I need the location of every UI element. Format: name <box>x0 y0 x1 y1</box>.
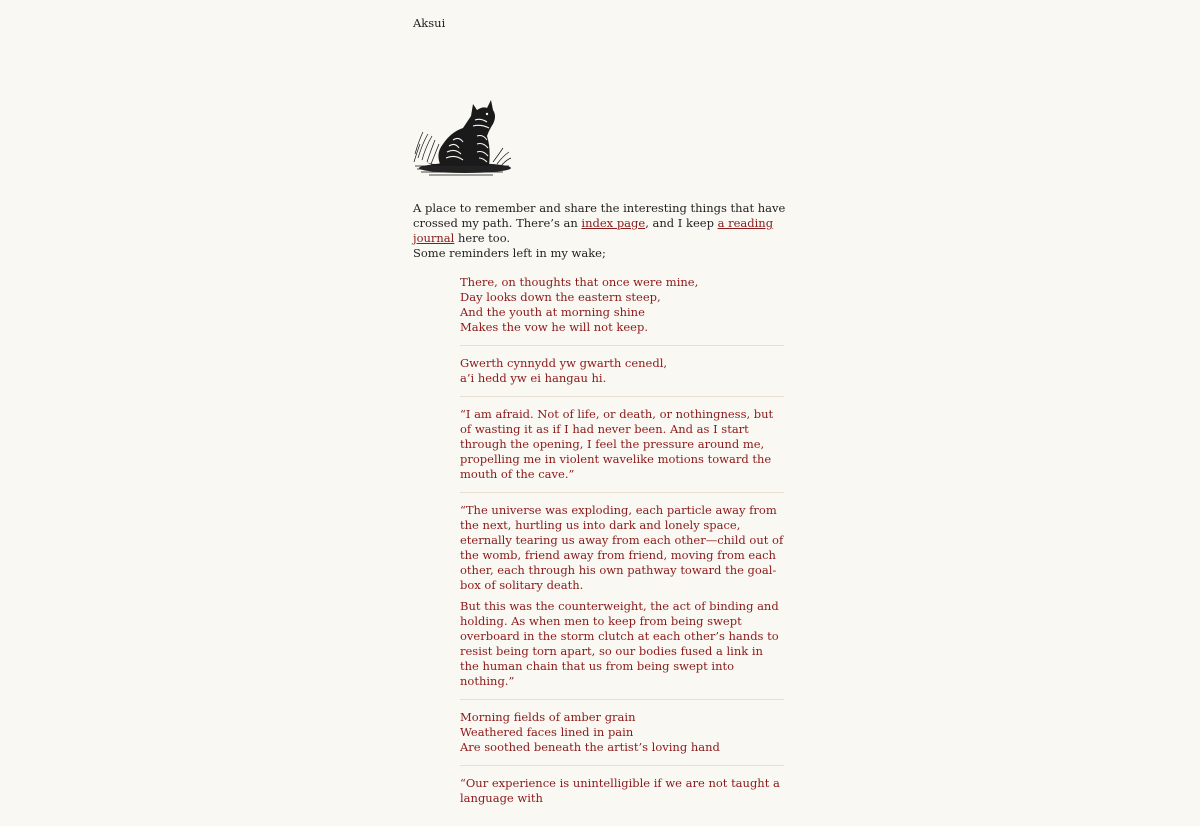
intro-text-between: , and I keep <box>645 216 718 230</box>
quote-line: Are soothed beneath the artist’s loving hand <box>460 740 720 754</box>
site-title-link[interactable]: Aksui <box>413 16 446 30</box>
quote-line: Gwerth cynnydd yw gwarth cenedl, <box>460 356 668 370</box>
intro-paragraph <box>413 201 793 246</box>
intro-text-before: A place to remember and share the interesting things that have crossed my path. There’s an <box>413 201 786 230</box>
quote-line: a’i hedd yw ei hangau hi. <box>460 371 607 385</box>
quote-paragraph: But this was the counterweight, the act of binding and holding. As when men to keep from being swept overboard in the storm clutch at each other’s hands to resist being torn apart, so our bodies fused a link in the human chain that us from being swept into nothing.” <box>460 599 779 688</box>
quote-item <box>460 356 784 397</box>
quote-line: And the youth at morning shine <box>460 305 645 319</box>
quote-line: Morning fields of amber grain <box>460 710 636 724</box>
quote-line: Weathered faces lined in pain <box>460 725 634 739</box>
quotes-list <box>460 275 784 826</box>
index-page-link[interactable]: index page <box>581 216 646 230</box>
intro-text-after: here too. <box>454 231 511 245</box>
quote-item <box>460 503 784 700</box>
quote-line: Day looks down the eastern steep, <box>460 290 661 304</box>
reminders-label: Some reminders left in my wake; <box>413 246 606 260</box>
quote-item <box>460 275 784 346</box>
quote-line: There, on thoughts that once were mine, <box>460 275 699 289</box>
quote-paragraph: “The universe was exploding, each particle away from the next, hurtling us into dark and lonely space, eternally tearing us away from each other—child out of the womb, friend away from friend, moving from each other, each through his own pathway toward the goal-box of solitary death. <box>460 503 784 592</box>
quote-line: Makes the vow he will not keep. <box>460 320 648 334</box>
reading-journal-link[interactable]: a reading journal <box>413 216 774 245</box>
quote-paragraph: “I am afraid. Not of life, or death, or nothingness, but of wasting it as if I had never been. And as I start through the opening, I feel the pressure around me, propelling me in violent wavelike motions toward the mouth of the cave.” <box>460 407 774 481</box>
quote-item <box>460 776 784 816</box>
quote-paragraph: “Our experience is unintelligible if we are not taught a language with <box>460 776 780 805</box>
cat-engraving-icon <box>413 96 513 178</box>
quote-item <box>460 407 784 493</box>
quote-item <box>460 710 784 766</box>
